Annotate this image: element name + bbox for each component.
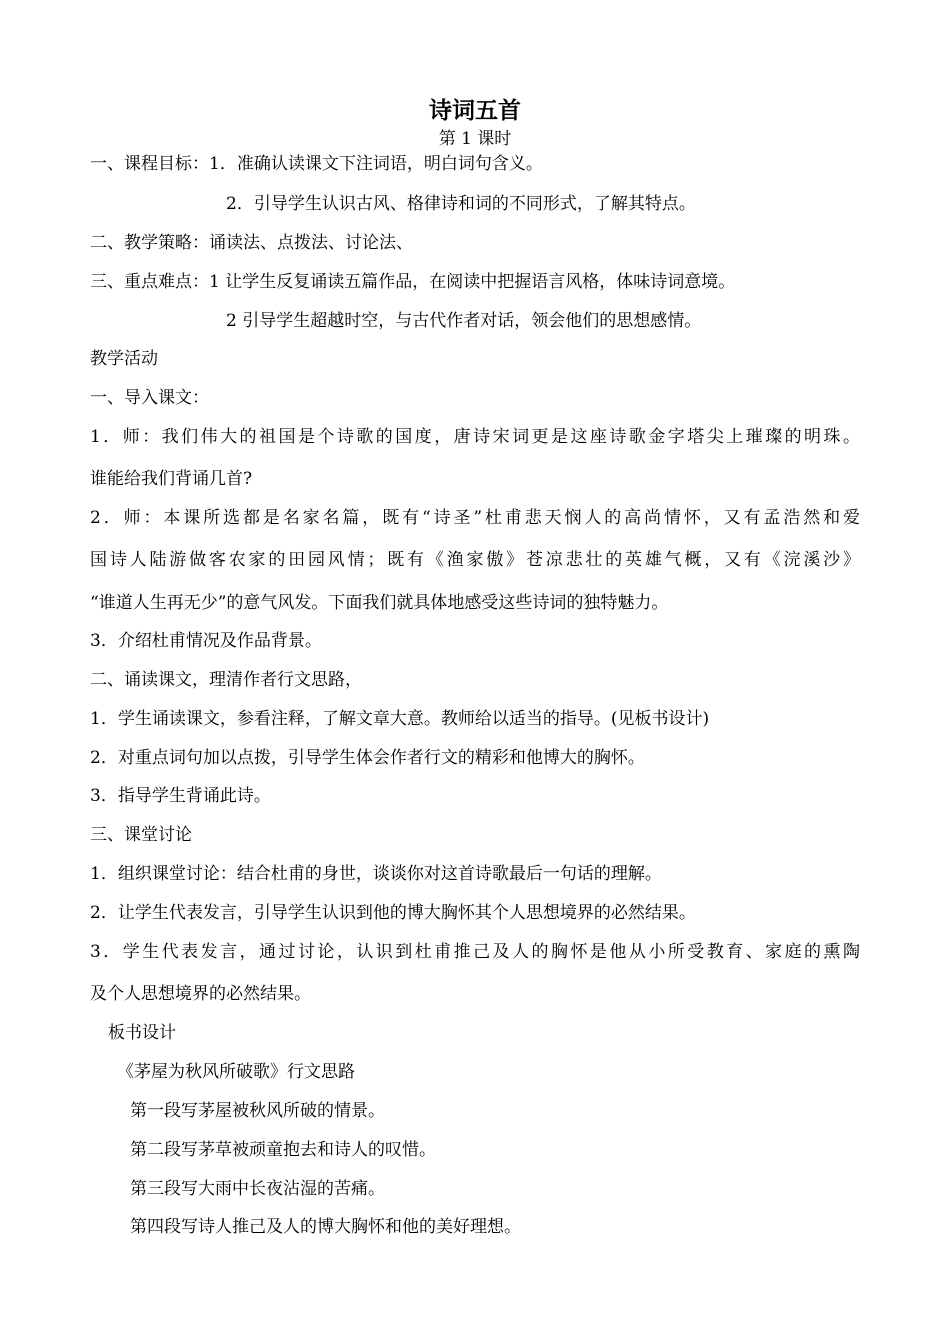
strategy-line: 二、教学策略：诵读法、点拨法、讨论法、: [90, 233, 413, 253]
board-design-item: 第四段写诗人推己及人的博大胸怀和他的美好理想。: [130, 1217, 521, 1237]
document-title: 诗词五首: [429, 97, 521, 124]
document-subtitle: 第 1 课时: [438, 129, 512, 149]
part-heading-3: 三、课堂讨论: [90, 825, 192, 845]
goal-line-2: 2．引导学生认识古风、格律诗和词的不同形式，了解其特点。: [226, 194, 696, 214]
paragraph-line: 3．指导学生背诵此诗。: [90, 786, 271, 806]
paragraph-line: 1．学生诵读课文，参看注释，了解文章大意。教师给以适当的指导。(见板书设计): [90, 709, 710, 729]
paragraph-line: 1．组织课堂讨论：结合杜甫的身世，谈谈你对这首诗歌最后一句话的理解。: [90, 864, 662, 884]
paragraph-line: 1．师：我们伟大的祖国是个诗歌的国度，唐诗宋词更是这座诗歌金字塔尖上璀璨的明珠。: [90, 427, 860, 447]
board-design-item: 第三段写大雨中长夜沾湿的苦痛。: [130, 1179, 385, 1199]
paragraph-line: 3．介绍杜甫情况及作品背景。: [90, 631, 322, 651]
board-design-title: 《茅屋为秋风所破歌》行文思路: [117, 1062, 355, 1082]
paragraph-line: 2．让学生代表发言，引导学生认识到他的博大胸怀其个人思想境界的必然结果。: [90, 903, 696, 923]
paragraph-line: 国诗人陆游做客农家的田园风情；既有《渔家傲》苍凉悲壮的英雄气概，又有《浣溪沙》: [90, 550, 860, 570]
paragraph-line: “谁道人生再无少”的意气风发。下面我们就具体地感受这些诗词的独特魅力。: [90, 593, 669, 613]
part-heading-2: 二、诵读课文，理清作者行文思路，: [90, 670, 362, 690]
paragraph-line: 及个人思想境界的必然结果。: [90, 984, 311, 1004]
paragraph-line: 3．学生代表发言，通过讨论，认识到杜甫推己及人的胸怀是他从小所受教育、家庭的熏陶: [90, 942, 860, 962]
paragraph-line: 2．对重点词句加以点拨，引导学生体会作者行文的精彩和他博大的胸怀。: [90, 748, 645, 768]
board-design-item: 第二段写茅草被顽童抱去和诗人的叹惜。: [130, 1140, 436, 1160]
paragraph-line: 谁能给我们背诵几首?: [90, 469, 253, 489]
board-design-item: 第一段写茅屋被秋风所破的情景。: [130, 1101, 385, 1121]
board-design-heading: 板书设计: [108, 1023, 176, 1043]
section-heading: 教学活动: [90, 349, 158, 369]
goal-line-1: 一、课程目标：1．准确认读课文下注词语，明白词句含义。: [90, 154, 543, 174]
key-point-line-1: 三、重点难点：1 让学生反复诵读五篇作品，在阅读中把握语言风格，体味诗词意境。: [90, 272, 736, 292]
paragraph-line: 2．师：本课所选都是名家名篇，既有“诗圣”杜甫悲天悯人的高尚情怀，又有孟浩然和爱: [90, 508, 860, 528]
key-point-line-2: 2 引导学生超越时空，与古代作者对话，领会他们的思想感情。: [226, 311, 702, 331]
part-heading-1: 一、导入课文：: [90, 388, 209, 408]
